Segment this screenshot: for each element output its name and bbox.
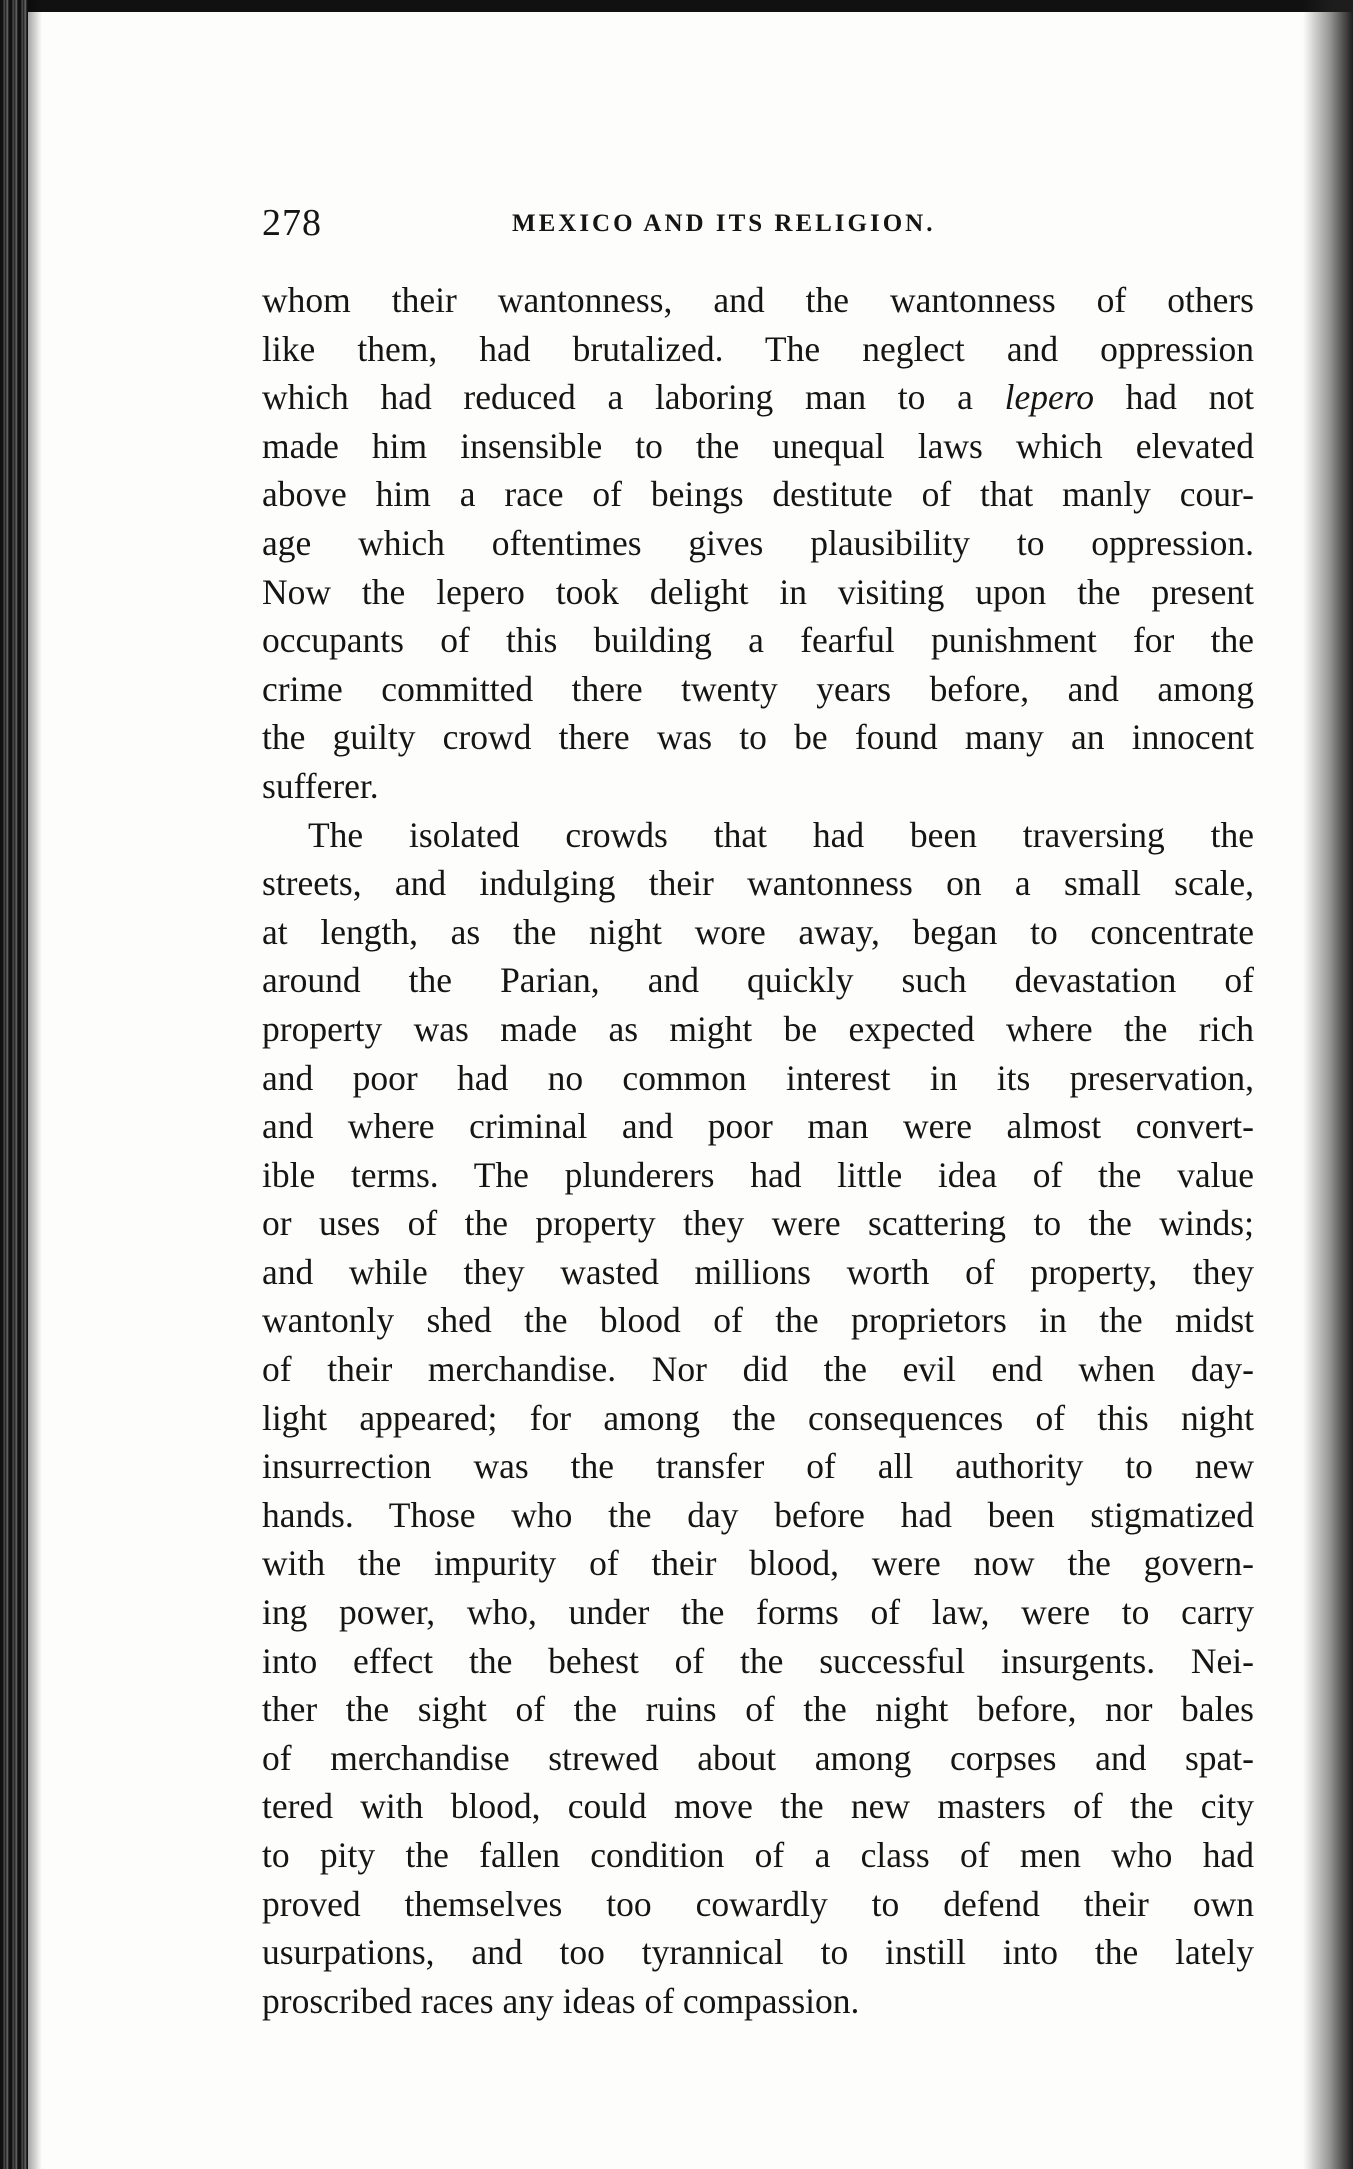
text-line: ible terms. The plunderers had little idea of the value xyxy=(262,1154,1254,1195)
text-line: The isolated crowds that had been traversing the xyxy=(308,814,1254,855)
italic-word: lepero xyxy=(1004,377,1094,418)
binding-edge xyxy=(0,0,28,2169)
page-header xyxy=(262,198,1042,248)
text-line: hands. Those who the day before had been stigmatized xyxy=(262,1494,1254,1535)
text-line: made him insensible to the unequal laws which elevated xyxy=(262,425,1254,466)
text-line: and poor had no common interest in its preservation, xyxy=(262,1057,1254,1098)
page-number: 278 xyxy=(262,202,322,244)
text-line: to pity the fallen condition of a class of men who had xyxy=(262,1835,1254,1875)
text-line: light appeared; for among the consequences of this night xyxy=(262,1397,1254,1438)
text-line: proved themselves too cowardly to defend their own xyxy=(262,1883,1254,1924)
text-line: tered with blood, could move the new masters of the city xyxy=(262,1786,1254,1827)
paragraph xyxy=(262,276,1254,811)
text-line: property was made as might be expected where the rich xyxy=(262,1008,1254,1049)
text-line: crime committed there twenty years before, and among xyxy=(262,668,1254,709)
text-line: around the Parian, and quickly such devastation of xyxy=(262,960,1254,1001)
binding-shadow xyxy=(28,0,42,2169)
text-line: insurrection was the transfer of all authority to new xyxy=(262,1446,1254,1487)
text-line: which had reduced a laboring man to a lepero had not xyxy=(262,377,1255,418)
text-line: streets, and indulging their wantonness on a small scale, xyxy=(262,863,1254,904)
text-line: or uses of the property they were scattering to the winds; xyxy=(262,1203,1254,1244)
page-curl-edge xyxy=(1303,0,1353,2169)
body-text xyxy=(262,276,1254,2025)
text-line: occupants of this building a fearful punishment for the xyxy=(262,620,1254,661)
text-line: wantonly shed the blood of the proprietors in the midst xyxy=(262,1300,1254,1341)
text-line: the guilty crowd there was to be found many an innocent xyxy=(262,717,1254,758)
running-head: MEXICO AND ITS RELIGION. xyxy=(512,210,936,237)
text-line: with the impurity of their blood, were now the govern- xyxy=(262,1543,1254,1584)
text-line: and while they wasted millions worth of property, they xyxy=(262,1251,1254,1292)
text-line: ther the sight of the ruins of the night before, nor bales xyxy=(262,1689,1254,1730)
text-line: age which oftentimes gives plausibility to oppression. xyxy=(262,522,1254,563)
paragraph xyxy=(262,811,1254,2026)
text-line: sufferer. xyxy=(262,765,379,806)
text-line: usurpations, and too tyrannical to instill into the lately xyxy=(262,1932,1254,1973)
text-line: of their merchandise. Nor did the evil end when day- xyxy=(262,1349,1254,1390)
text-line: Now the lepero took delight in visiting upon the present xyxy=(262,571,1254,612)
text-line: of merchandise strewed about among corpses and spat- xyxy=(262,1737,1254,1778)
text-line: whom their wantonness, and the wantonness of others xyxy=(262,280,1254,320)
text-line: into effect the behest of the successful insurgents. Nei- xyxy=(262,1640,1254,1681)
text-line: at length, as the night wore away, began to concentrate xyxy=(262,911,1254,952)
top-scan-edge xyxy=(0,0,1353,12)
text-line: like them, had brutalized. The neglect and oppression xyxy=(262,328,1254,369)
text-line: ing power, who, under the forms of law, were to carry xyxy=(262,1592,1254,1633)
text-line: proscribed races any ideas of compassion. xyxy=(262,1980,860,2021)
text-line: above him a race of beings destitute of that manly cour- xyxy=(262,474,1254,515)
text-line: and where criminal and poor man were almost convert- xyxy=(262,1106,1254,1147)
